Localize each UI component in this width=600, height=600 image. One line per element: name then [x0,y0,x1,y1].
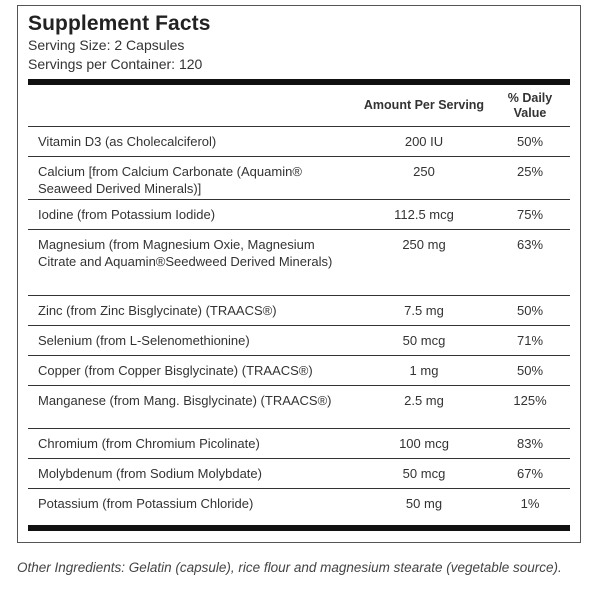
nutrient-name: Calcium [from Calcium Carbonate (Aquamin® Seaweed Derived Minerals)] [38,164,302,196]
table-row [28,296,570,326]
header-daily-value: % Daily Value [507,90,553,120]
nutrient-amount: 50 mg [405,496,443,511]
nutrient-name: Copper (from Copper Bisglycinate) (TRAACS®) [38,363,313,378]
nutrient-name: Chromium (from Chromium Picolinate) [38,436,260,451]
nutrient-name: Molybdenum (from Sodium Molybdate) [38,466,262,481]
header-amount: Amount Per Serving [363,98,485,112]
nutrient-name: Potassium (from Potassium Chloride) [38,496,254,511]
nutrient-daily-value: 50% [516,134,544,149]
table-header [28,85,570,127]
table-row [28,157,570,200]
nutrient-daily-value: 63% [516,237,544,252]
table-row [28,489,570,519]
nutrient-daily-value: 125% [513,393,547,408]
nutrient-name: Iodine (from Potassium Iodide) [38,207,216,222]
nutrient-amount: 50 mcg [402,333,446,348]
nutrient-amount: 50 mcg [402,466,446,481]
nutrient-daily-value: 50% [516,363,544,378]
nutrient-amount: 1 mg [409,363,439,378]
table-row [28,356,570,386]
nutrient-name: Selenium (from L-Selenomethionine) [38,333,250,348]
nutrient-amount: 7.5 mg [404,303,444,318]
table-row [28,386,570,429]
nutrient-name: Vitamin D3 (as Cholecalciferol) [38,134,217,149]
other-ingredients: Other Ingredients: Gelatin (capsule), rice flour and magnesium stearate (vegetable source). [17,560,562,575]
table-row [28,326,570,356]
nutrient-daily-value: 50% [516,303,544,318]
nutrient-daily-value: 71% [516,333,544,348]
table-row [28,459,570,489]
table-row [28,230,570,296]
nutrient-amount: 250 [413,164,435,179]
nutrient-daily-value: 25% [516,164,544,179]
nutrient-amount: 200 IU [404,134,444,149]
nutrient-name: Magnesium (from Magnesium Oxie, Magnesium Citrate and Aquamin®Seedweed Derived Minerals) [38,237,333,269]
nutrient-amount: 250 mg [402,237,446,252]
table-row [28,200,570,230]
nutrient-daily-value: 83% [516,436,544,451]
nutrient-amount: 100 mcg [399,436,449,451]
table-row [28,127,570,157]
servings-per-container: Servings per Container: 120 [28,56,203,72]
nutrient-table-body [28,127,570,519]
nutrient-daily-value: 1% [520,496,540,511]
nutrient-amount: 112.5 mcg [394,207,454,222]
nutrient-daily-value: 67% [516,466,544,481]
nutrient-name: Manganese (from Mang. Bisglycinate) (TRAACS®) [38,393,332,408]
supplement-facts-panel [17,5,581,543]
serving-size: Serving Size: 2 Capsules [28,37,185,53]
nutrient-amount: 2.5 mg [404,393,444,408]
bottom-thick-rule [28,525,570,531]
nutrient-daily-value: 75% [516,207,544,222]
facts-title: Supplement Facts [28,12,211,35]
table-row [28,429,570,459]
nutrient-name: Zinc (from Zinc Bisglycinate) (TRAACS®) [38,303,277,318]
